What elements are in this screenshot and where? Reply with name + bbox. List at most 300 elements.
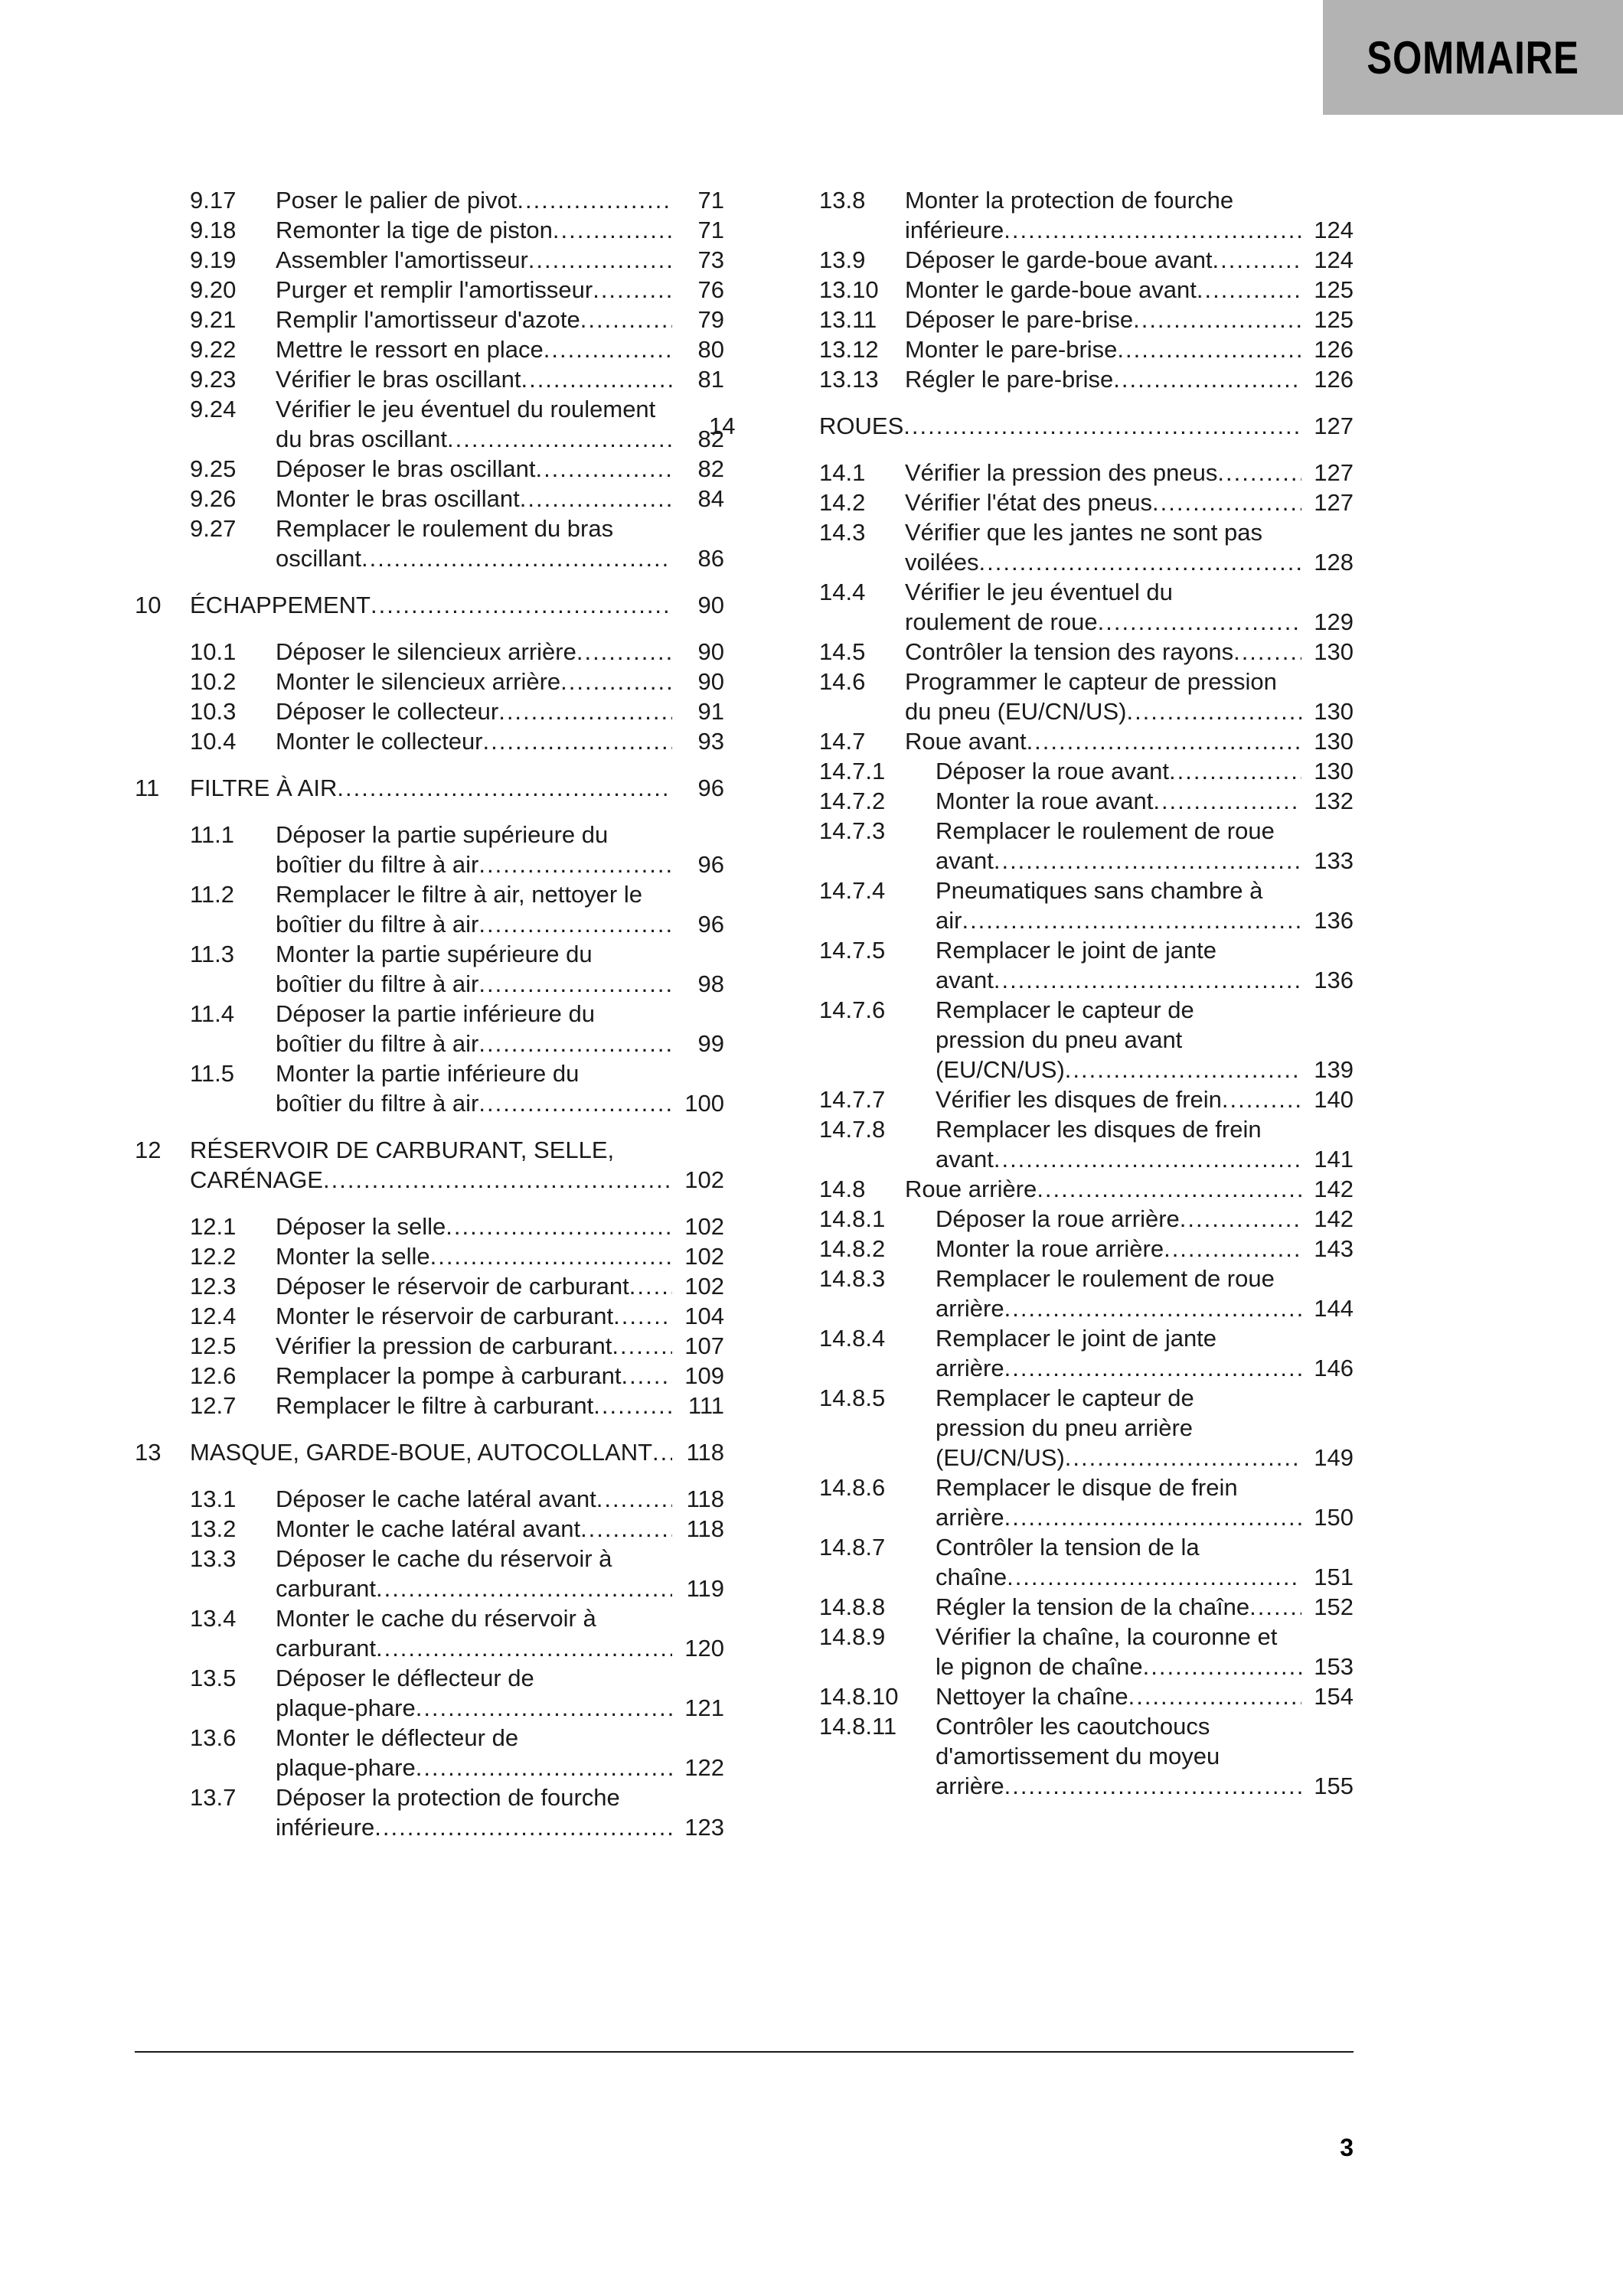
toc-entry-title: Monter le silencieux arrière bbox=[276, 668, 561, 695]
toc-entry-title: Vérifier les disques de frein bbox=[936, 1086, 1222, 1113]
dot-leader bbox=[478, 969, 672, 999]
dot-leader bbox=[361, 543, 672, 573]
dot-leader bbox=[478, 1029, 672, 1058]
toc-page-number: 152 bbox=[1314, 1593, 1354, 1620]
toc-page-number: 84 bbox=[697, 485, 724, 512]
toc-page-number: 130 bbox=[1314, 638, 1354, 665]
toc-chapter[interactable] bbox=[135, 773, 724, 803]
dot-leader bbox=[553, 215, 672, 245]
toc-entry-title: plaque-phare bbox=[276, 1754, 416, 1781]
toc-entry-number: 14.7.6 bbox=[819, 996, 886, 1023]
toc-page-number: 153 bbox=[1314, 1653, 1354, 1680]
toc-page-number: 122 bbox=[684, 1754, 724, 1781]
toc-page-number: 90 bbox=[697, 638, 724, 665]
dot-leader bbox=[1098, 607, 1301, 637]
toc-entry-title: CARÉNAGE bbox=[190, 1166, 323, 1193]
toc-entry-title: Déposer la protection de fourche bbox=[276, 1784, 620, 1811]
dot-leader bbox=[371, 590, 672, 620]
toc-entry[interactable] bbox=[135, 1544, 724, 1603]
toc-entry-number: 14.7.7 bbox=[819, 1086, 886, 1113]
toc-entry[interactable] bbox=[135, 1782, 724, 1842]
toc-entry-number: 9.24 bbox=[190, 396, 237, 422]
toc-entry[interactable] bbox=[764, 364, 1354, 394]
toc-entry[interactable] bbox=[135, 1603, 724, 1663]
dot-leader bbox=[535, 454, 672, 484]
toc-entry-number: 10 bbox=[135, 592, 162, 618]
dot-leader bbox=[447, 424, 672, 454]
toc-entry-title: du bras oscillant bbox=[276, 426, 448, 452]
toc-page-number: 125 bbox=[1314, 306, 1354, 333]
toc-page-number: 124 bbox=[1314, 246, 1354, 273]
toc-entry-title: Monter le cache du réservoir à bbox=[276, 1605, 596, 1632]
dot-leader bbox=[528, 245, 672, 275]
toc-entry[interactable] bbox=[135, 185, 724, 215]
toc-entry-title: Monter le collecteur bbox=[276, 728, 483, 755]
dot-leader bbox=[323, 1165, 672, 1195]
dot-leader bbox=[994, 1144, 1301, 1174]
toc-entry[interactable] bbox=[764, 1323, 1354, 1383]
toc-entry-title: Pneumatiques sans chambre à bbox=[936, 877, 1263, 904]
toc-entry-number: 12.1 bbox=[190, 1213, 237, 1240]
toc-entry-title: Monter le garde-boue avant bbox=[905, 276, 1197, 303]
toc-entry[interactable] bbox=[764, 667, 1354, 726]
toc-entry-number: 14 bbox=[709, 413, 736, 439]
toc-page-number: 71 bbox=[697, 217, 724, 243]
toc-page-number: 140 bbox=[1314, 1086, 1354, 1113]
toc-entry-number: 14.7.8 bbox=[819, 1116, 886, 1143]
toc-entry[interactable] bbox=[135, 939, 724, 999]
toc-entry-number: 14.7.3 bbox=[819, 817, 886, 844]
toc-entry-number: 14.8.5 bbox=[819, 1384, 886, 1411]
toc-entry[interactable] bbox=[764, 1383, 1354, 1473]
section-tab bbox=[1323, 0, 1623, 115]
toc-entry-title: (EU/CN/US) bbox=[936, 1444, 1065, 1471]
dot-leader bbox=[1027, 726, 1301, 756]
toc-page-number: 91 bbox=[697, 698, 724, 725]
toc-entry-title: carburant bbox=[276, 1575, 376, 1602]
toc-page-number: 155 bbox=[1314, 1773, 1354, 1799]
dot-leader bbox=[374, 1812, 672, 1842]
dot-leader bbox=[1180, 1204, 1301, 1234]
toc-entry-title: oscillant bbox=[276, 545, 361, 572]
dot-leader bbox=[483, 726, 672, 756]
toc-page-number: 142 bbox=[1314, 1176, 1354, 1202]
toc-entry[interactable] bbox=[135, 1241, 724, 1271]
toc-entry[interactable] bbox=[135, 1271, 724, 1301]
toc-page-number: 82 bbox=[697, 455, 724, 482]
toc-page-number: 130 bbox=[1314, 728, 1354, 755]
toc-entry[interactable] bbox=[135, 1391, 724, 1420]
toc-entry-title: Assembler l'amortisseur bbox=[276, 246, 528, 273]
toc-entry-number: 9.20 bbox=[190, 276, 237, 303]
toc-entry-title: Roue avant bbox=[905, 728, 1027, 755]
toc-entry[interactable] bbox=[135, 245, 724, 275]
toc-entry[interactable] bbox=[764, 1174, 1354, 1204]
toc-entry-title: Déposer le cache du réservoir à bbox=[276, 1545, 612, 1572]
toc-entry-title: chaîne bbox=[936, 1564, 1007, 1590]
dot-leader bbox=[1126, 696, 1301, 726]
toc-entry-number: 14.7.1 bbox=[819, 758, 886, 784]
toc-entry-title: Vérifier la chaîne, la couronne et bbox=[936, 1623, 1278, 1650]
toc-entry-number: 9.27 bbox=[190, 515, 237, 542]
toc-entry-number: 12.2 bbox=[190, 1243, 237, 1270]
toc-entry[interactable] bbox=[764, 726, 1354, 756]
toc-entry-title: air bbox=[936, 907, 962, 934]
toc-page-number: 130 bbox=[1314, 758, 1354, 784]
toc-entry-title: Déposer la roue arrière bbox=[936, 1205, 1180, 1232]
toc-entry[interactable] bbox=[764, 786, 1354, 816]
toc-page-number: 90 bbox=[697, 592, 724, 618]
toc-entry-title: Vérifier le jeu éventuel du roulement bbox=[276, 396, 656, 422]
dot-leader bbox=[1152, 488, 1301, 517]
toc-entry-title: Monter le réservoir de carburant bbox=[276, 1303, 614, 1329]
toc-entry[interactable] bbox=[135, 364, 724, 394]
toc-page-number: 149 bbox=[1314, 1444, 1354, 1471]
toc-entry-title: boîtier du filtre à air bbox=[276, 1030, 479, 1057]
toc-entry-number: 14.7.4 bbox=[819, 877, 886, 904]
toc-page-number: 109 bbox=[684, 1362, 724, 1389]
toc-page-number: 141 bbox=[1314, 1146, 1354, 1172]
toc-entry[interactable] bbox=[764, 1264, 1354, 1323]
toc-page-number: 125 bbox=[1314, 276, 1354, 303]
toc-page-number: 126 bbox=[1314, 366, 1354, 393]
toc-entry-number: 11 bbox=[135, 775, 160, 801]
toc-entry[interactable] bbox=[764, 1114, 1354, 1174]
toc-entry-title: pression du pneu arrière bbox=[936, 1414, 1194, 1441]
toc-page-number: 96 bbox=[697, 775, 724, 801]
toc-entry-title: Déposer la roue avant bbox=[936, 758, 1170, 784]
toc-entry-number: 14.8.4 bbox=[819, 1325, 886, 1352]
toc-entry-number: 9.26 bbox=[190, 485, 237, 512]
dot-leader bbox=[596, 1484, 672, 1514]
toc-entry[interactable] bbox=[135, 275, 724, 305]
toc-entry-number: 10.2 bbox=[190, 668, 237, 695]
toc-entry[interactable] bbox=[135, 1301, 724, 1331]
toc-entry[interactable] bbox=[135, 820, 724, 879]
toc-entry[interactable] bbox=[764, 816, 1354, 876]
toc-entry[interactable] bbox=[764, 756, 1354, 786]
toc-entry[interactable] bbox=[135, 1723, 724, 1782]
toc-entry[interactable] bbox=[135, 879, 724, 939]
toc-entry-title: voilées bbox=[905, 549, 979, 576]
toc-entry-title: plaque-phare bbox=[276, 1694, 416, 1721]
toc-page-number: 143 bbox=[1314, 1235, 1354, 1262]
toc-entry-title: arrière bbox=[936, 1504, 1004, 1531]
dot-leader bbox=[1113, 364, 1301, 394]
toc-entry-number: 12.3 bbox=[190, 1273, 237, 1300]
toc-page-number: 81 bbox=[697, 366, 724, 393]
toc-entry-title: Remplacer le roulement du bras bbox=[276, 515, 614, 542]
toc-page-number: 98 bbox=[697, 970, 724, 997]
toc-entry-number: 13.7 bbox=[190, 1784, 237, 1811]
toc-page-number: 118 bbox=[686, 1439, 724, 1466]
toc-entry-title: Nettoyer la chaîne bbox=[936, 1683, 1128, 1710]
dot-leader bbox=[560, 667, 672, 696]
toc-entry[interactable] bbox=[764, 935, 1354, 995]
dot-leader bbox=[416, 1753, 672, 1782]
dot-leader bbox=[1065, 1055, 1301, 1084]
toc-chapter[interactable] bbox=[135, 1135, 724, 1195]
toc-entry[interactable] bbox=[764, 245, 1354, 275]
toc-page-number: 120 bbox=[684, 1635, 724, 1662]
toc-page-number: 142 bbox=[1314, 1205, 1354, 1232]
toc-entry-number: 12.7 bbox=[190, 1392, 237, 1419]
toc-entry[interactable] bbox=[764, 995, 1354, 1084]
dot-leader bbox=[478, 850, 672, 879]
toc-entry[interactable] bbox=[764, 1204, 1354, 1234]
toc-page-number: 130 bbox=[1314, 698, 1354, 725]
toc-page-number: 73 bbox=[697, 246, 724, 273]
toc-entry[interactable] bbox=[135, 1663, 724, 1723]
toc-entry-number: 13.12 bbox=[819, 336, 879, 363]
toc-entry-number: 9.22 bbox=[190, 336, 237, 363]
toc-page-number: 76 bbox=[697, 276, 724, 303]
toc-entry-number: 14.3 bbox=[819, 519, 866, 546]
toc-entry-title: Remplacer le roulement de roue bbox=[936, 817, 1275, 844]
dot-leader bbox=[629, 1271, 672, 1301]
toc-chapter[interactable] bbox=[135, 1437, 724, 1467]
toc-entry[interactable] bbox=[135, 305, 724, 334]
toc-entry[interactable] bbox=[764, 1234, 1354, 1264]
toc-page-number: 136 bbox=[1314, 907, 1354, 934]
toc-page-number: 102 bbox=[684, 1243, 724, 1270]
toc-entry-number: 13.3 bbox=[190, 1545, 237, 1572]
toc-entry-title: Déposer le collecteur bbox=[276, 698, 499, 725]
toc-entry-title: (EU/CN/US) bbox=[936, 1056, 1065, 1083]
toc-entry-title: Remplacer le joint de jante bbox=[936, 937, 1217, 964]
toc-entry[interactable] bbox=[764, 334, 1354, 364]
toc-entry-title: avant bbox=[936, 967, 994, 993]
toc-page-number: 150 bbox=[1314, 1504, 1354, 1531]
dot-leader bbox=[1004, 1293, 1301, 1323]
footer-rule bbox=[135, 2051, 1354, 2053]
toc-entry-number: 12.4 bbox=[190, 1303, 237, 1329]
dot-leader bbox=[1004, 1502, 1301, 1532]
toc-entry-number: 9.23 bbox=[190, 366, 237, 393]
toc-entry[interactable] bbox=[135, 1514, 724, 1544]
dot-leader bbox=[994, 965, 1301, 995]
dot-leader bbox=[1233, 637, 1301, 667]
dot-leader bbox=[1004, 215, 1301, 245]
toc-entry[interactable] bbox=[764, 637, 1354, 667]
toc-entry[interactable] bbox=[135, 667, 724, 696]
toc-entry[interactable] bbox=[764, 1473, 1354, 1532]
toc-page-number: 118 bbox=[686, 1486, 724, 1512]
toc-entry-number: 12.5 bbox=[190, 1332, 237, 1359]
dot-leader bbox=[979, 547, 1302, 577]
toc-page-number: 121 bbox=[684, 1694, 724, 1721]
toc-entry-title: Contrôler les caoutchoucs bbox=[936, 1713, 1210, 1740]
dot-leader bbox=[1128, 1681, 1301, 1711]
dot-leader bbox=[580, 305, 672, 334]
toc-entry[interactable] bbox=[764, 1681, 1354, 1711]
dot-leader bbox=[580, 1514, 672, 1544]
toc-entry-number: 11.3 bbox=[190, 941, 235, 967]
dot-leader bbox=[1249, 1592, 1301, 1622]
toc-entry[interactable] bbox=[135, 334, 724, 364]
toc-entry[interactable] bbox=[764, 275, 1354, 305]
toc-page-number: 123 bbox=[684, 1814, 724, 1841]
toc-page-number: 96 bbox=[697, 851, 724, 878]
toc-entry-number: 14.7.2 bbox=[819, 788, 886, 814]
toc-entry-title: Poser le palier de pivot bbox=[276, 187, 518, 214]
toc-entry[interactable] bbox=[764, 305, 1354, 334]
dot-leader bbox=[1217, 458, 1301, 488]
toc-entry-title: Monter la selle bbox=[276, 1243, 430, 1270]
toc-page-number: 86 bbox=[697, 545, 724, 572]
toc-entry-title: inférieure bbox=[276, 1814, 375, 1841]
dot-leader bbox=[576, 637, 672, 667]
toc-page-number: 129 bbox=[1314, 608, 1354, 635]
dot-leader bbox=[521, 364, 672, 394]
dot-leader bbox=[376, 1574, 672, 1603]
toc-entry-title: Remplir l'amortisseur d'azote bbox=[276, 306, 580, 333]
dot-leader bbox=[520, 484, 672, 514]
toc-page-number: 99 bbox=[697, 1030, 724, 1057]
toc-entry-number: 14.8.3 bbox=[819, 1265, 886, 1292]
dot-leader bbox=[903, 411, 1301, 441]
toc-entry[interactable] bbox=[135, 1058, 724, 1118]
dot-leader bbox=[1007, 1562, 1301, 1592]
dot-leader bbox=[1213, 245, 1301, 275]
toc-entry[interactable] bbox=[135, 1361, 724, 1391]
toc-entry-number: 13.10 bbox=[819, 276, 879, 303]
dot-leader bbox=[376, 1633, 672, 1663]
toc-entry[interactable] bbox=[764, 1622, 1354, 1681]
toc-entry[interactable] bbox=[135, 696, 724, 726]
dot-leader bbox=[1169, 756, 1301, 786]
toc-entry[interactable] bbox=[135, 514, 724, 573]
toc-page-number: 90 bbox=[697, 668, 724, 695]
toc-entry[interactable] bbox=[764, 517, 1354, 577]
toc-entry[interactable] bbox=[135, 394, 724, 454]
toc-entry-number: 11.4 bbox=[190, 1000, 235, 1027]
toc-entry[interactable] bbox=[764, 185, 1354, 245]
dot-leader bbox=[1153, 786, 1301, 816]
toc-entry-title: Mettre le ressort en place bbox=[276, 336, 544, 363]
toc-entry[interactable] bbox=[764, 1592, 1354, 1622]
toc-entry[interactable] bbox=[764, 1711, 1354, 1801]
dot-leader bbox=[337, 773, 672, 803]
toc-entry-number: 14.8.2 bbox=[819, 1235, 886, 1262]
toc-entry-title: arrière bbox=[936, 1295, 1004, 1322]
toc-entry[interactable] bbox=[135, 1331, 724, 1361]
dot-leader bbox=[544, 334, 672, 364]
toc-entry-title: Contrôler la tension de la bbox=[936, 1534, 1200, 1561]
toc-entry-number: 14.8.8 bbox=[819, 1593, 886, 1620]
toc-chapter[interactable] bbox=[135, 590, 724, 620]
toc-entry-title: Contrôler la tension des rayons bbox=[905, 638, 1234, 665]
toc-page-number: 102 bbox=[684, 1273, 724, 1300]
toc-page-number: 124 bbox=[1314, 217, 1354, 243]
dot-leader bbox=[498, 696, 672, 726]
toc-entry-title: Programmer le capteur de pression bbox=[905, 668, 1277, 695]
toc-entry[interactable] bbox=[135, 484, 724, 514]
toc-entry-title: d'amortissement du moyeu bbox=[936, 1743, 1220, 1769]
toc-entry-title: Monter la roue arrière bbox=[936, 1235, 1164, 1262]
dot-leader bbox=[1143, 1652, 1301, 1681]
toc-entry[interactable] bbox=[764, 876, 1354, 935]
toc-page-number: 118 bbox=[686, 1515, 724, 1542]
toc-entry[interactable] bbox=[135, 637, 724, 667]
toc-entry[interactable] bbox=[135, 454, 724, 484]
toc-page-number: 136 bbox=[1314, 967, 1354, 993]
toc-entry-number: 12 bbox=[135, 1137, 162, 1163]
toc-entry[interactable] bbox=[764, 1084, 1354, 1114]
toc-entry-number: 14.8.9 bbox=[819, 1623, 886, 1650]
toc-entry-number: 10.4 bbox=[190, 728, 237, 755]
toc-entry-title: Régler le pare-brise bbox=[905, 366, 1114, 393]
dot-leader bbox=[613, 1301, 672, 1331]
toc-entry-title: Monter le pare-brise bbox=[905, 336, 1118, 363]
toc-page-number: 82 bbox=[697, 426, 724, 452]
toc-entry-number: 9.21 bbox=[190, 306, 237, 333]
toc-entry-title: Déposer le garde-boue avant bbox=[905, 246, 1213, 273]
toc-entry[interactable] bbox=[764, 577, 1354, 637]
dot-leader bbox=[1004, 1771, 1301, 1801]
toc-page-number: 79 bbox=[697, 306, 724, 333]
toc-chapter[interactable] bbox=[709, 411, 1354, 441]
toc-entry-title: arrière bbox=[936, 1355, 1004, 1381]
toc-entry-title: avant bbox=[936, 847, 994, 874]
dot-leader bbox=[430, 1241, 672, 1271]
toc-entry[interactable] bbox=[135, 999, 724, 1058]
toc-entry-number: 13.4 bbox=[190, 1605, 237, 1632]
section-title: SOMMAIRE bbox=[1367, 31, 1579, 83]
dot-leader bbox=[994, 846, 1301, 876]
toc-entry-number: 13 bbox=[135, 1439, 162, 1466]
toc-page-number: 127 bbox=[1314, 413, 1354, 439]
toc-entry-number: 11.2 bbox=[190, 881, 235, 908]
toc-entry-title: Déposer le réservoir de carburant bbox=[276, 1273, 629, 1300]
toc-entry-title: Remplacer le disque de frein bbox=[936, 1474, 1238, 1501]
toc-entry[interactable] bbox=[135, 215, 724, 245]
toc-page-number: 71 bbox=[697, 187, 724, 214]
toc-entry-title: Déposer la partie supérieure du bbox=[276, 821, 609, 848]
toc-page-number: 102 bbox=[684, 1213, 724, 1240]
toc-entry-number: 9.19 bbox=[190, 246, 237, 273]
toc-entry-title: Monter le déflecteur de bbox=[276, 1724, 519, 1751]
toc-page-number: 133 bbox=[1314, 847, 1354, 874]
dot-leader bbox=[446, 1212, 672, 1241]
toc-page-number: 80 bbox=[697, 336, 724, 363]
toc-entry[interactable] bbox=[135, 1212, 724, 1241]
toc-entry-title: Remplacer le capteur de bbox=[936, 1384, 1194, 1411]
toc-entry-title: Remplacer le roulement de roue bbox=[936, 1265, 1275, 1292]
toc-entry[interactable] bbox=[764, 488, 1354, 517]
toc-entry-title: Remplacer le filtre à air, nettoyer le bbox=[276, 881, 642, 908]
toc-entry-title: ÉCHAPPEMENT bbox=[190, 592, 371, 618]
toc-entry-number: 13.13 bbox=[819, 366, 879, 393]
toc-entry[interactable] bbox=[135, 726, 724, 756]
toc-entry[interactable] bbox=[764, 458, 1354, 488]
dot-leader bbox=[1197, 275, 1301, 305]
toc-entry[interactable] bbox=[135, 1484, 724, 1514]
toc-entry-number: 14.8.7 bbox=[819, 1534, 886, 1561]
toc-entry-title: roulement de roue bbox=[905, 608, 1098, 635]
toc-entry-title: carburant bbox=[276, 1635, 376, 1662]
toc-entry-title: Remplacer le joint de jante bbox=[936, 1325, 1217, 1352]
dot-leader bbox=[1004, 1353, 1301, 1383]
toc-page-number: 154 bbox=[1314, 1683, 1354, 1710]
toc-entry-title: Roue arrière bbox=[905, 1176, 1037, 1202]
toc-entry-title: Remplacer les disques de frein bbox=[936, 1116, 1262, 1143]
toc-entry[interactable] bbox=[764, 1532, 1354, 1592]
toc-page-number: 96 bbox=[697, 911, 724, 938]
toc-column-left bbox=[135, 185, 724, 1842]
toc-entry-title: Déposer le cache latéral avant bbox=[276, 1486, 596, 1512]
toc-entry-title: pression du pneu avant bbox=[936, 1026, 1183, 1053]
